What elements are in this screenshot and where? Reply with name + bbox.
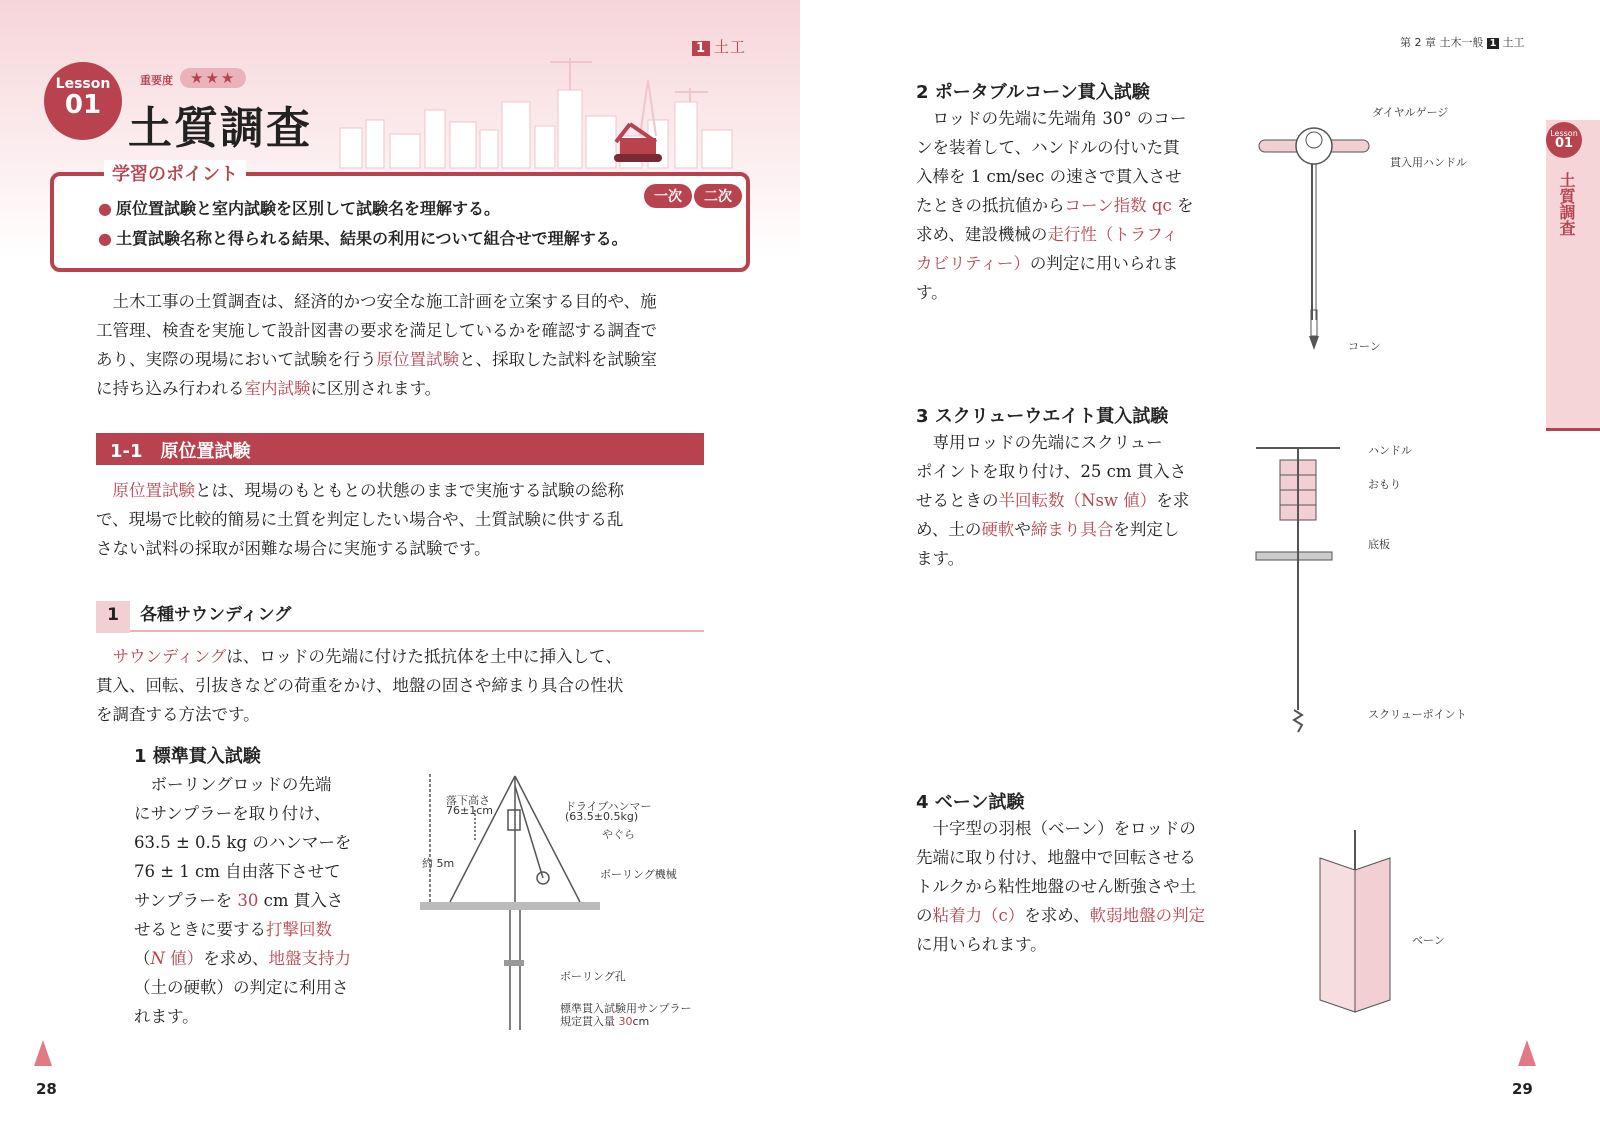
- chapter-tag: 1 土工: [692, 36, 746, 57]
- section-paragraph: 原位置試験とは、現場のもともとの状態のままで実施する試験の総称 で、現場で比較的簡易に土質を判定したい場合や、土質試験に供する乱 さない試料の採取が困難な場合に実施する試験です。: [96, 481, 624, 558]
- item-heading-vane: 4 ベーン試験: [916, 792, 1025, 813]
- importance-stars: ★★★: [180, 68, 246, 88]
- label-screw-handle: ハンドル: [1368, 444, 1412, 457]
- cone-icon: [1518, 1040, 1536, 1066]
- page-number: 28: [36, 1080, 57, 1098]
- label-hammer-weight: (63.5±0.5kg): [565, 810, 639, 823]
- screw-paragraph: 専用ロッドの先端にスクリュー ポイントを取り付け、25 cm 貫入さ せるときの半回転数（Nsw 値）を求 め、土の硬軟や締まり具合を判定し ます。: [916, 433, 1190, 568]
- sounding-paragraph: サウンディングは、ロッドの先端に付けた抵抗体を土中に挿入して、 貫入、回転、引抜きなどの荷重をかけ、地盤の固さや締まり具合の性状 を調査する方法です。: [96, 647, 624, 724]
- item-heading-cone: 2 ポータブルコーン貫入試験: [916, 82, 1150, 103]
- label-drop-height: 落下高さ: [446, 794, 490, 807]
- label-screw-point: スクリューポイント: [1368, 708, 1467, 721]
- label-cone: コーン: [1348, 340, 1381, 353]
- vane-diagram: [1310, 830, 1400, 1020]
- cone-paragraph: ロッドの先端に先端角 30° のコー ンを装着して、ハンドルの付いた貫 入棒を 1 cm/sec の速さで貫入させ たときの抵抗値からコーン指数 qc を 求め、建設機械の走行性（トラフィ カビリティー）の判定に用いられま す。: [916, 109, 1194, 302]
- importance-label: 重要度: [140, 74, 173, 87]
- label-hammer: ドライブハンマー: [565, 800, 652, 813]
- cone-penetrometer-diagram: [1255, 110, 1375, 360]
- page-title: 土質調査: [128, 103, 312, 154]
- label-gauge: ダイヤルゲージ: [1372, 106, 1449, 119]
- running-head: 第 2 章 土木一般 1 土工: [1400, 36, 1525, 49]
- label-handle: 貫入用ハンドル: [1390, 156, 1467, 169]
- city-skyline-illustration: [330, 50, 740, 170]
- intro-paragraph: 土木工事の土質調査は、経済的かつ安全な施工計画を立案する目的や、施 工管理、検査を実施して設計図書の要求を満足しているかを確認する調査で あり、実際の現場において試験を行う原位置試験と、採取した試料を試験室 に持ち込み行われる室内試験に区別されます。: [96, 292, 657, 398]
- side-title: 土質調査: [1557, 172, 1576, 236]
- label-machine: ボーリング機械: [600, 868, 677, 881]
- point-item: ● 原位置試験と室内試験を区別して試験名を理解する。: [98, 196, 748, 219]
- learning-point-box: [50, 172, 750, 272]
- label-weight: おもり: [1368, 478, 1401, 491]
- right-page: [800, 0, 1600, 1133]
- side-tab-line: [1546, 428, 1600, 431]
- exam-tag-first: 一次: [644, 184, 692, 208]
- cone-icon: [34, 1040, 52, 1066]
- item-heading-spt: 1 標準貫入試験: [134, 746, 261, 767]
- side-index-tab: [1546, 120, 1600, 430]
- screw-weight-diagram: [1250, 440, 1350, 740]
- label-height: 約 5m: [422, 857, 455, 870]
- vane-paragraph: 十字型の羽根（ベーン）をロッドの 先端に取り付け、地盤中で回転させる トルクから粘性地盤のせん断強さや土 の粘着力（c）を求め、軟弱地盤の判定 に用いられます。: [916, 819, 1206, 954]
- spt-paragraph: ボーリングロッドの先端 にサンプラーを取り付け、 63.5 ± 0.5 kg のハンマーを 76 ± 1 cm 自由落下させて サンプラーを 30 cm 貫入さ せるときに要する打撃回数 （N 値）を求め、地盤支持力 （土の硬軟）の判定に利用さ れます。: [134, 775, 352, 1026]
- point-item: ● 土質試験名称と得られる結果、結果の利用について組合せで理解する。: [98, 226, 748, 249]
- section-heading: 1-1 原位置試験: [96, 433, 704, 465]
- lesson-badge: Lesson 01: [44, 62, 122, 140]
- label-sampler: 標準貫入試験用サンプラー: [560, 1002, 692, 1015]
- label-penetration: 規定貫入量 30cm: [560, 1015, 650, 1028]
- label-vane: ベーン: [1412, 934, 1445, 947]
- label-base: 底板: [1368, 538, 1390, 551]
- label-hole: ボーリング孔: [560, 970, 626, 983]
- page-number: 29: [1512, 1080, 1533, 1098]
- label-yagura: やぐら: [602, 828, 635, 841]
- item-heading-screw: 3 スクリューウエイト貫入試験: [916, 406, 1169, 427]
- exam-tag-second: 二次: [694, 184, 742, 208]
- learning-point-heading: 学習のポイント: [104, 160, 246, 186]
- subsection-heading: 1 各種サウンディング: [96, 600, 704, 632]
- label-drop-value: 76±1cm: [446, 804, 493, 817]
- side-lesson-badge: Lesson 01: [1546, 122, 1582, 158]
